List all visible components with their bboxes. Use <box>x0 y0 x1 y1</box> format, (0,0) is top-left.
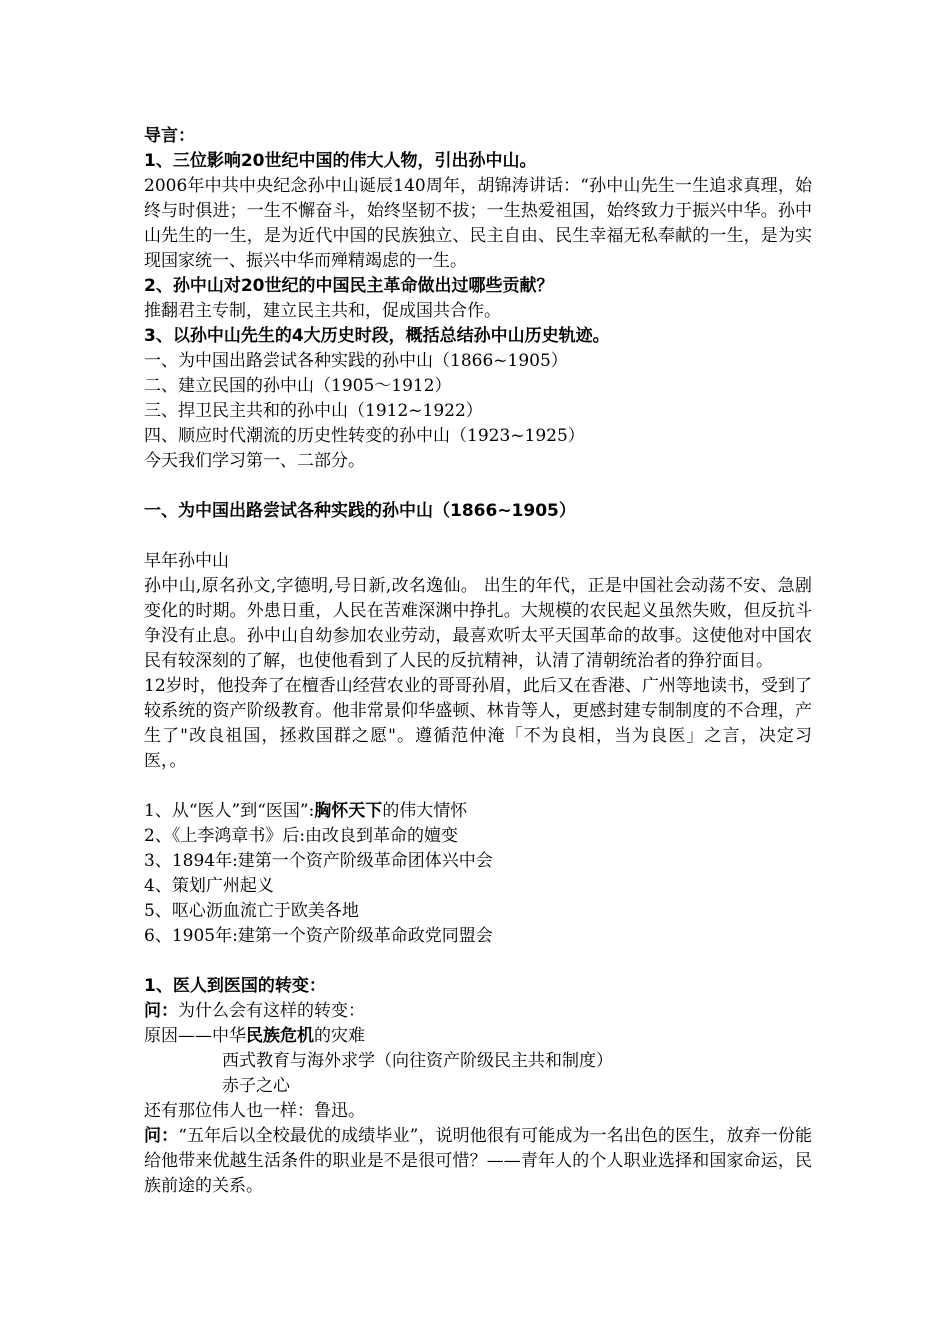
reason-text: 原因——中华 <box>144 1026 246 1046</box>
ask-label: 问： <box>144 1001 178 1021</box>
period-item: 二、建立民国的孙中山（1905～1912） <box>144 376 452 396</box>
list-item: 2、《上李鸿章书》后:由改良到革命的嬗变 <box>144 826 459 846</box>
list-item: 3、1894年:建第一个资产阶级革命团体兴中会 <box>144 851 493 871</box>
period-item: 四、顺应时代潮流的历史性转变的孙中山（1923~1925） <box>144 426 585 446</box>
list-item: 6、1905年:建第一个资产阶级革命政党同盟会 <box>144 926 493 946</box>
reason-text: 的灾难 <box>314 1026 365 1046</box>
ask-text: 为什么会有这样的转变： <box>178 1001 365 1021</box>
part1-heading: 1、医人到医国的转变： <box>144 976 326 996</box>
spacer <box>144 949 812 974</box>
intro-heading: 导言： <box>144 126 195 146</box>
question-line <box>144 999 812 1024</box>
ask-text: “五年后以全校最优的成绩毕业”，说明他很有可能成为一名出色的医生，放弃一份能给他带来优越生活条件的职业是不是很可惜？——青年人的个人职业选择和国家命运，民族前途的关系。 <box>144 1126 813 1196</box>
spacer <box>144 474 812 499</box>
list-item <box>144 799 812 824</box>
intro-question-2: 2、孙中山对20世纪的中国民主革命做出过哪些贡献？ <box>144 276 554 296</box>
list-item-text: 1、从“医人”到“医国”: <box>144 801 315 821</box>
spacer <box>144 774 812 799</box>
ask-label: 问： <box>144 1126 179 1146</box>
question-paragraph <box>144 1124 812 1199</box>
intro-today: 今天我们学习第一、二部分。 <box>144 451 365 471</box>
list-item: 4、策划广州起义 <box>144 876 274 896</box>
also-line: 还有那位伟人也一样：鲁迅。 <box>144 1101 365 1121</box>
period-item: 三、捍卫民主共和的孙中山（1912~1922） <box>144 401 483 421</box>
list-item-emphasis: 胸怀天下 <box>314 801 383 821</box>
intro-paragraph-1: 2006年中共中央纪念孙中山诞辰140周年，胡锦涛讲话：“孙中山先生一生追求真理，始终与时俱进；一生不懈奋斗，始终坚韧不拔；一生热爱祖国，始终致力于振兴中华。孙中山先生的一生，是为近代中国的民族独立、民主自由、民生幸福无私奉献的一生，是为实现国家统一、振兴中华而殚精竭虑的一生。 <box>144 176 812 271</box>
reason-line: 赤子之心 <box>222 1076 290 1096</box>
intro-question-1: 1、三位影响20世纪中国的伟大人物，引出孙中山。 <box>144 151 537 171</box>
intro-question-3: 3、以孙中山先生的4大历史时段，概括总结孙中山历史轨迹。 <box>144 326 610 346</box>
period-item: 一、为中国出路尝试各种实践的孙中山（1866~1905） <box>144 351 568 371</box>
section1-heading: 一、为中国出路尝试各种实践的孙中山（1866~1905） <box>144 501 576 521</box>
early-paragraph-2: 12岁时，他投奔了在檀香山经营农业的哥哥孙眉，此后又在香港、广州等地读书，受到了较系统的资产阶级教育。他非常景仰华盛顿、林肯等人，更感封建专制制度的不合理，产生了"改良祖国，拯救国群之愿"。遵循范仲淹「不为良相，当为良医」之言，决定习医，。 <box>144 676 812 771</box>
early-paragraph-1: 孙中山,原名孙文,字德明,号日新,改名逸仙。 出生的年代，正是中国社会动荡不安、急剧变化的时期。外患日重，人民在苦难深渊中挣扎。大规模的农民起义虽然失败，但反抗斗争没有止息。孙中山自幼参加农业劳动，最喜欢听太平天国革命的故事。这使他对中国农民有较深刻的了解，也使他看到了人民的反抗精神，认清了清朝统治者的狰狞面目。 <box>144 576 812 671</box>
early-title: 早年孙中山 <box>144 551 229 571</box>
reason-emphasis: 民族危机 <box>246 1026 314 1046</box>
spacer <box>144 524 812 549</box>
reason-line: 西式教育与海外求学（向往资产阶级民主共和制度） <box>222 1051 613 1071</box>
intro-paragraph-2: 推翻君主专制，建立民主共和，促成国共合作。 <box>144 301 501 321</box>
list-item: 5、呕心沥血流亡于欧美各地 <box>144 901 359 921</box>
reason-line <box>144 1024 812 1049</box>
list-item-text: 的伟大情怀 <box>382 801 468 821</box>
